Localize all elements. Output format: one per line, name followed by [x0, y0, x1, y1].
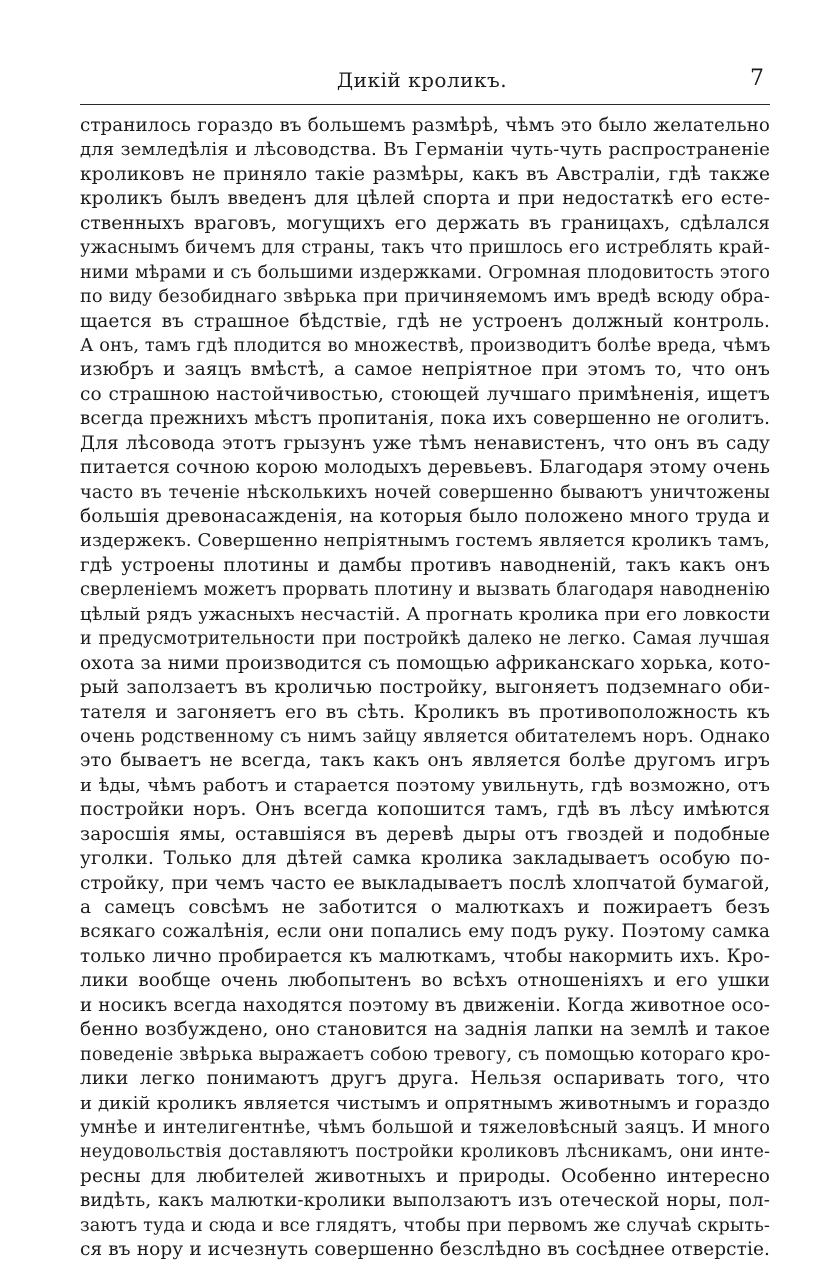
- text-line: А онъ, тамъ гдѣ плодится во множествѣ, производитъ болѣе вреда, чѣмъ: [80, 335, 771, 356]
- text-line: а самецъ совсѣмъ не заботится о малюткахъ и пожираетъ безъ: [80, 897, 770, 918]
- text-line: кроликъ былъ введенъ для цѣлей спорта и при недостаткѣ его есте-: [80, 188, 770, 210]
- text-line: тателя и загоняетъ его въ сѣть. Кроликъ въ противоположность къ: [80, 701, 770, 723]
- running-title: Дикій кроликъ.: [336, 68, 508, 92]
- text-line: ресны для любителей животныхъ и природы. Особенно интересно: [80, 1165, 770, 1187]
- text-line: щается въ страшное бѣдствіе, гдѣ не устроенъ должный контроль.: [80, 310, 770, 332]
- text-line: очень родственному съ нимъ зайцу является обитателемъ норъ. Однако: [80, 726, 770, 747]
- text-line: уголки. Только для дѣтей самка кролика закладываетъ особую по-: [80, 848, 770, 870]
- text-line: ними мѣрами и съ большими издержками. Огромная плодовитость этого: [80, 262, 770, 283]
- text-line: Для лѣсовода этотъ грызунъ уже тѣмъ ненавистенъ, что онъ въ саду: [80, 432, 770, 454]
- text-line: ужаснымъ бичемъ для страны, такъ что пришлось его истреблять край-: [80, 238, 770, 259]
- text-line: всегда прежнихъ мѣстъ пропитанія, пока ихъ совершенно не оголитъ.: [80, 408, 770, 430]
- text-line: лики легко понимаютъ другъ друга. Нельзя оспаривать того, что: [80, 1068, 770, 1090]
- text-line: изюбръ и заяцъ вмѣстѣ, а самое непріятное при этомъ то, что онъ: [80, 359, 770, 381]
- text-line: цѣлый рядъ ужасныхъ несчастій. А прогнать кролика при его ловкости: [80, 603, 771, 625]
- text-line: ся въ нору и исчезнуть совершенно безслѣдно въ сосѣднее отверстіе.: [80, 1239, 770, 1261]
- text-line: и предусмотрительности при постройкѣ далеко не легко. Самая лучшая: [80, 629, 770, 650]
- running-header: [80, 60, 764, 100]
- text-line: заютъ туда и сюда и все глядятъ, чтобы при первомъ же случаѣ скрыть-: [80, 1215, 770, 1236]
- text-line: большія древонасажденія, на которыя было положено много труда и: [80, 506, 770, 527]
- text-line: сверленіемъ можетъ прорвать плотину и вызвать благодаря наводненію: [80, 580, 770, 601]
- text-line: и ѣды, чѣмъ работъ и старается поэтому увильнуть, гдѣ возможно, отъ: [80, 774, 770, 796]
- body-text: [80, 114, 770, 1263]
- text-line: рый заползаетъ въ кроличью постройку, выгоняетъ подземнаго оби-: [80, 677, 770, 699]
- text-line: странилось гораздо въ большемъ размѣрѣ, чѣмъ это было желательно: [80, 115, 770, 136]
- text-line: гдѣ устроены плотины и дамбы противъ наводненій, такъ какъ онъ: [80, 554, 770, 576]
- text-line: это бываетъ не всегда, такъ какъ онъ является болѣе другомъ игръ: [80, 750, 770, 772]
- text-line: кроликовъ не приняло такіе размѣры, какъ въ Австраліи, гдѣ также: [80, 163, 770, 185]
- text-line: стройку, при чемъ часто ее выкладываетъ послѣ хлопчатой бумагой,: [80, 872, 770, 894]
- text-line: охота за ними производится съ помощью африканскаго хорька, кото-: [80, 652, 771, 674]
- page-number: 7: [750, 66, 764, 91]
- text-line: всякаго сожалѣнія, если они попались ему подъ руку. Поэтому самка: [80, 921, 770, 943]
- text-line: умнѣе и интелигентнѣе, чѣмъ большой и тяжеловѣсный заяцъ. И много: [80, 1117, 770, 1138]
- text-line: бенно возбуждено, оно становится на заднія лапки на землѣ и такое: [80, 1019, 770, 1041]
- text-line: издержекъ. Совершенно непріятнымъ гостемъ является кроликъ тамъ,: [80, 530, 770, 552]
- text-line: ственныхъ враговъ, могущихъ его держать въ границахъ, сдѣлался: [80, 212, 770, 234]
- text-line: питается сочною корою молодыхъ деревьевъ. Благодаря этому очень: [80, 457, 770, 479]
- text-line: поведеніе звѣрька выражаетъ собою тревогу, съ помощью котораго кро-: [80, 1044, 771, 1065]
- text-line: для земледѣлія и лѣсоводства. Въ Германіи чуть-чуть распространеніе: [80, 139, 770, 161]
- header-divider: [80, 104, 770, 105]
- text-line: заросшія ямы, оставшіяся въ деревѣ дыры отъ гвоздей и подобные: [80, 823, 770, 845]
- text-line: видѣть, какъ малютки-кролики выползаютъ изъ отеческой норы, пол-: [80, 1190, 770, 1212]
- text-line: только лично пробирается къ малюткамъ, чтобы накормить ихъ. Кро-: [80, 945, 770, 967]
- text-line: часто въ теченіе нѣсколькихъ ночей совершенно бываютъ уничтожены: [80, 482, 770, 503]
- text-line: лики вообще очень любопытенъ во всѣхъ отношеніяхъ и его ушки: [80, 970, 770, 992]
- text-line: со страшною настойчивостью, стоющей лучшаго примѣненія, ищетъ: [80, 383, 770, 405]
- text-line: постройки норъ. Онъ всегда копошится тамъ, гдѣ въ лѣсу имѣются: [80, 799, 770, 821]
- text-line: неудовольствія доставляютъ постройки кроликовъ лѣсникамъ, они инте-: [80, 1142, 770, 1163]
- text-line: и носикъ всегда находятся поэтому въ движеніи. Когда животное осо-: [80, 994, 770, 1016]
- text-line: и дикій кроликъ является чистымъ и опрятнымъ животнымъ и гораздо: [80, 1092, 770, 1114]
- text-line: по виду безобиднаго звѣрька при причиняемомъ имъ вредѣ всюду обра-: [80, 287, 770, 308]
